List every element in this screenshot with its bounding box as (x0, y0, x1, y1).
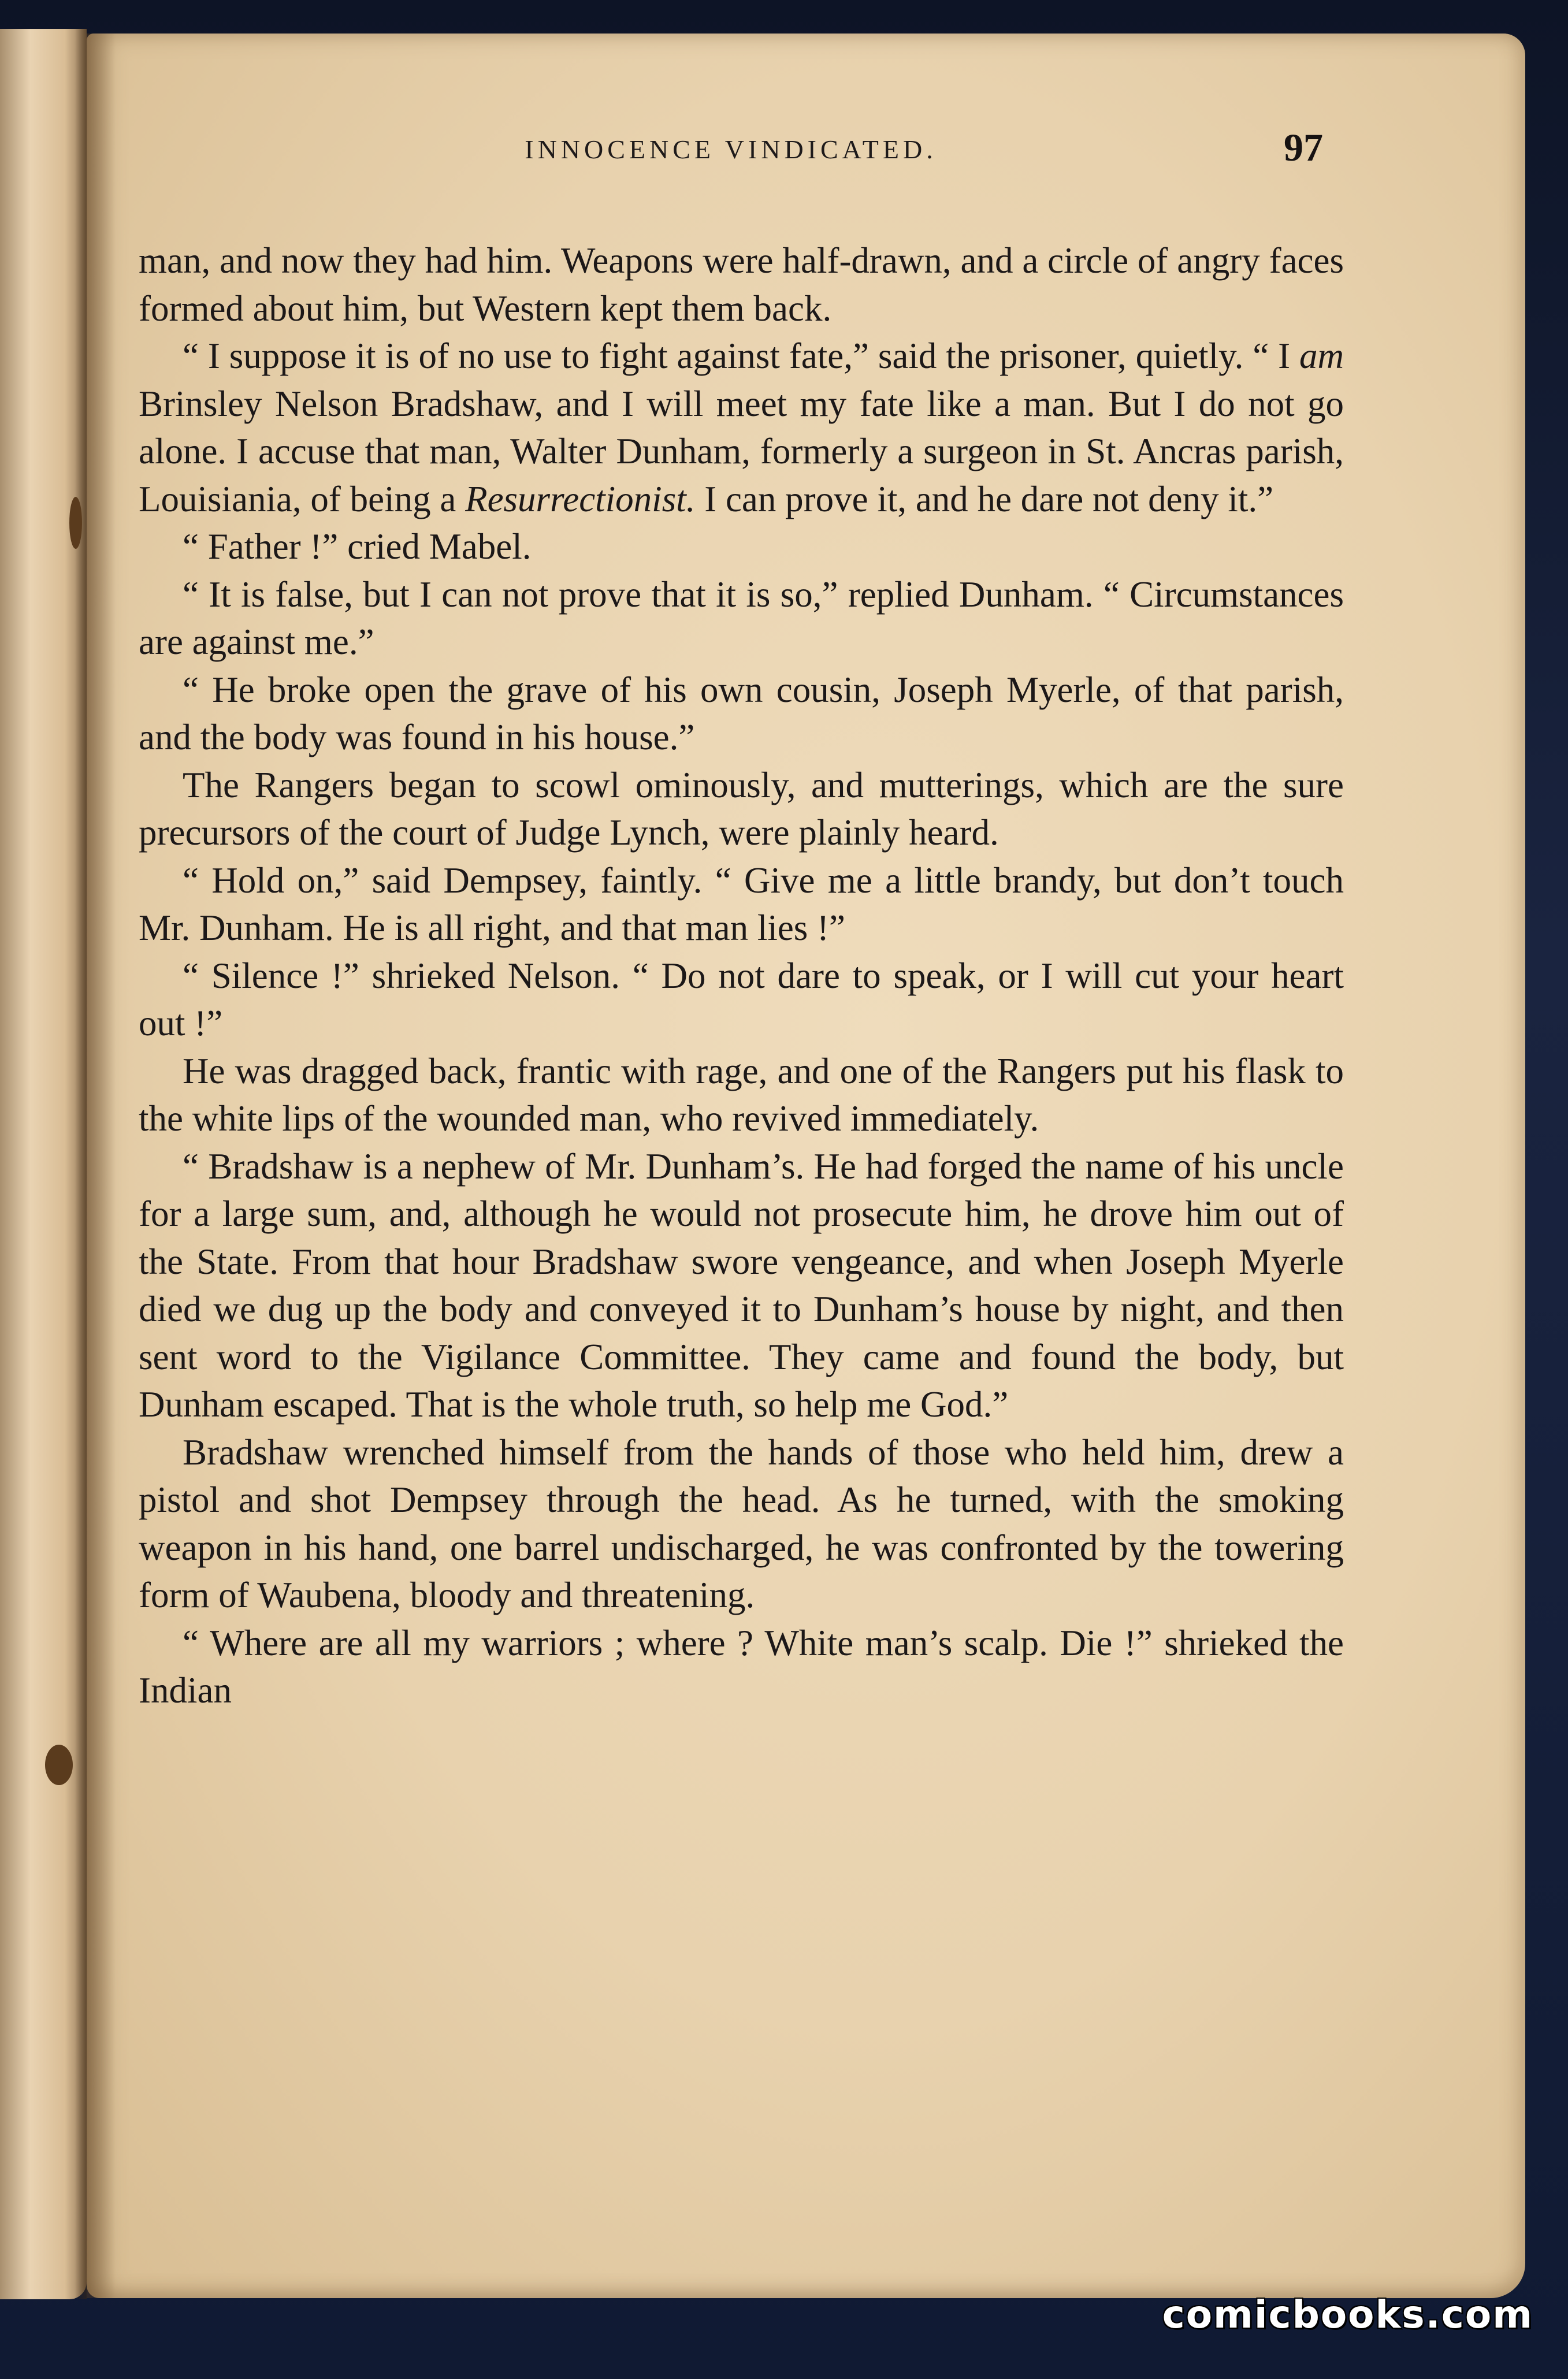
body-text (139, 237, 1344, 1715)
paragraph: He was dragged back, frantic with rage, and one of the Rangers put his flask to the white lips of the wounded man, who revived immediately. (139, 1050, 1344, 1139)
paragraph: “ Silence !” shrieked Nelson. “ Do not dare to speak, or I will cut your heart out !” (139, 955, 1344, 1043)
paragraph-text: I can prove it, and he dare not deny it.” (695, 478, 1274, 519)
running-head (139, 121, 1323, 179)
paragraph: “ Where are all my warriors ; where ? White man’s scalp. Die !” shrieked the Indian (139, 1622, 1344, 1711)
emphasis-text: am (1299, 336, 1344, 376)
paragraph-text: “ I suppose it is of no use to fight against fate,” said the prisoner, quietly. “ I (183, 336, 1299, 376)
tear-mark-lower (45, 1745, 73, 1785)
paragraph-text: Brinsley Nelson Bradshaw, and I will meet my fate like a man. But I do not go alone. I accuse that man, Walter Dunham, formerly a surgeon in St. Ancras parish, Louisiania, of being a (139, 383, 1344, 519)
emphasis-text: Resurrectionist. (465, 478, 696, 519)
paragraph (139, 332, 1344, 523)
paragraph: “ He broke open the grave of his own cousin, Joseph Myerle, of that parish, and the body was found in his house.” (139, 669, 1344, 757)
paragraph: man, and now they had him. Weapons were half-drawn, and a circle of angry faces formed about him, but Western kept them back. (139, 240, 1344, 329)
left-page-shade (75, 29, 87, 2299)
paragraph: The Rangers began to scowl ominously, and mutterings, which are the sure precursors of the court of Judge Lynch, were plainly heard. (139, 764, 1344, 853)
paragraph: “ Hold on,” said Dempsey, faintly. “ Give me a little brandy, but don’t touch Mr. Dunham. He is all right, and that man lies !” (139, 860, 1344, 948)
paragraph: “ Bradshaw is a nephew of Mr. Dunham’s. He had forged the name of his uncle for a large sum, and, although he would not prosecute him, he drove him out of the State. From that hour Bradshaw swore vengeance, and when Joseph Myerle died we dug up the body and conveyed it to Dunham’s house by night, and then sent word to the Vigilance Committee. They came and found the body, but Dunham escaped. That is the whole truth, so help me God.” (139, 1146, 1344, 1425)
page-number: 97 (1284, 125, 1323, 169)
running-title: INNOCENCE VINDICATED. (525, 135, 937, 164)
watermark: comicbooks.com (1162, 2292, 1533, 2337)
left-page-edge (0, 29, 87, 2299)
paragraph: “ It is false, but I can not prove that it is so,” replied Dunham. “ Circumstances are against me.” (139, 574, 1344, 662)
paragraph: “ Father !” cried Mabel. (183, 526, 532, 567)
page-gutter-shadow (87, 34, 116, 2298)
paragraph: Bradshaw wrenched himself from the hands of those who held him, drew a pistol and shot Dempsey through the head. As he turned, with the smoking weapon in his hand, one barrel undischarged, he was confronted by the towering form of Waubena, bloody and threatening. (139, 1432, 1344, 1615)
tear-mark-upper (69, 497, 82, 549)
